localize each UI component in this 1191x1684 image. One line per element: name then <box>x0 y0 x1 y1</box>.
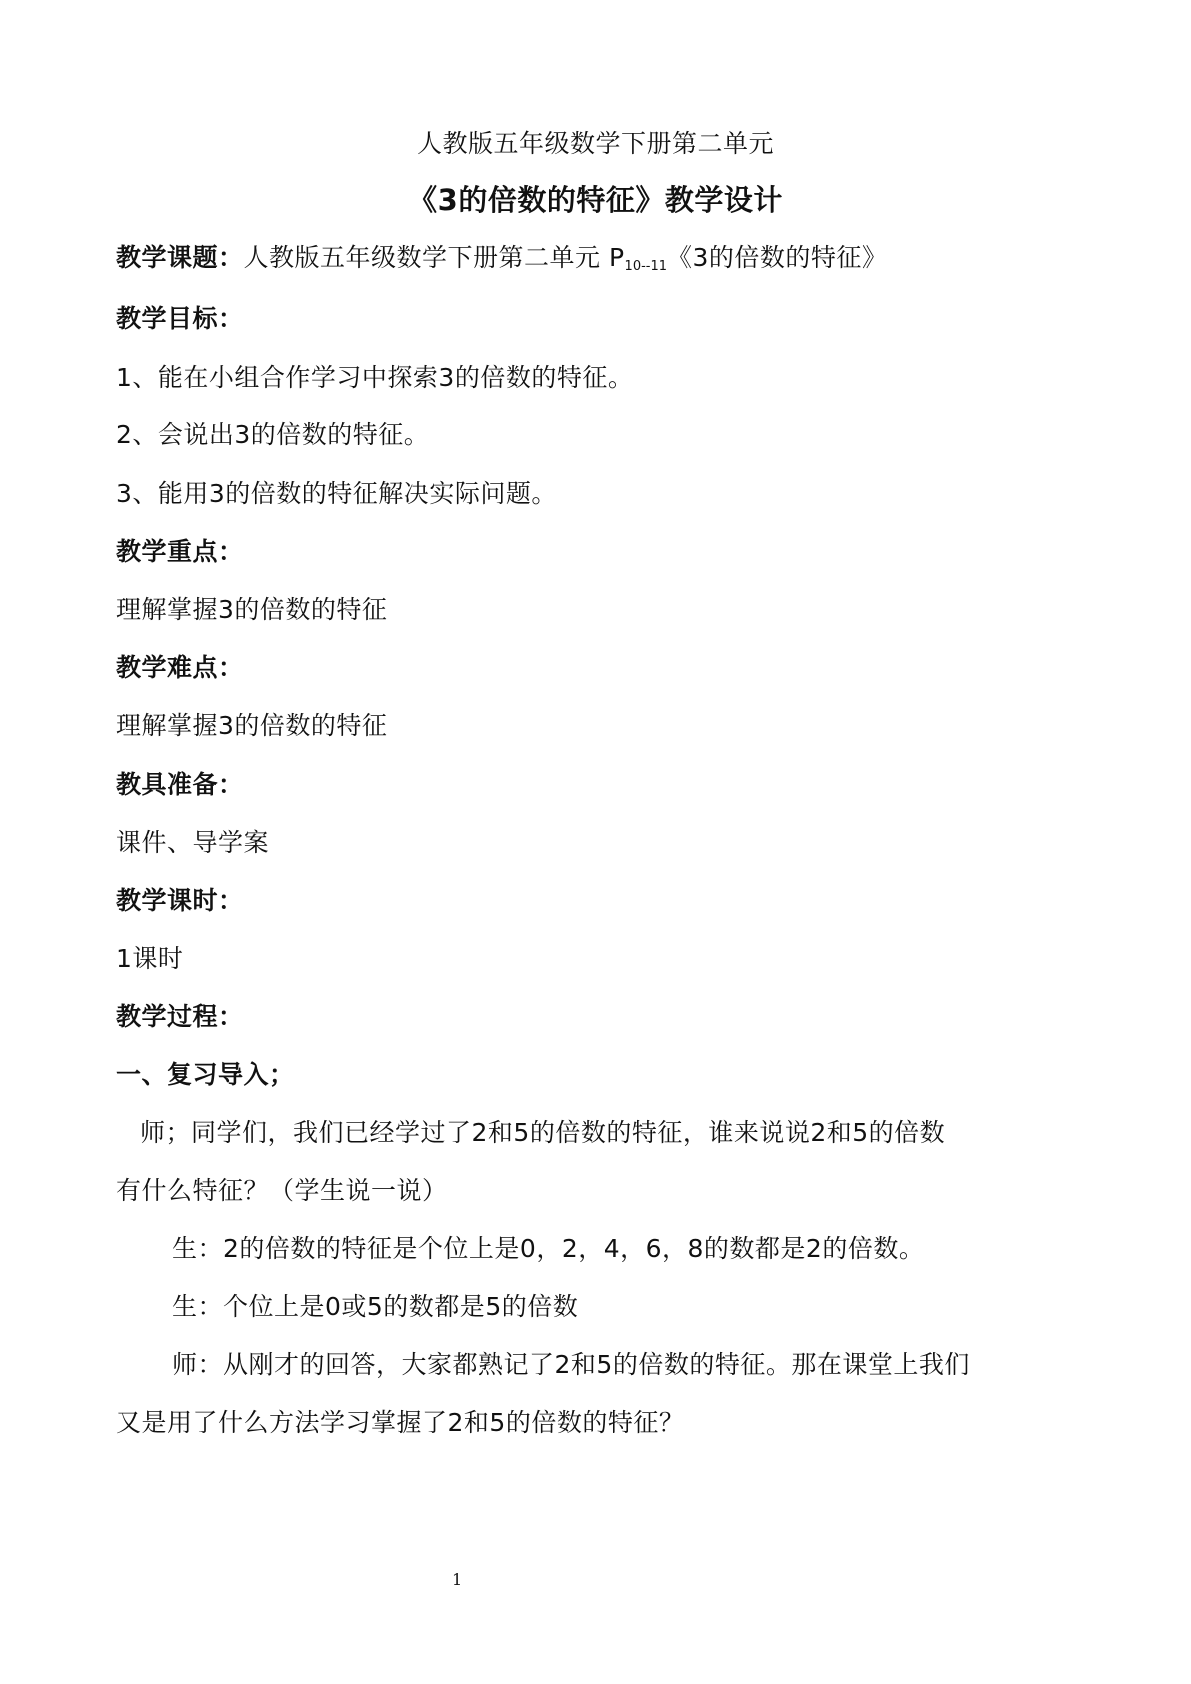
duration-text: 1课时 <box>116 944 184 973</box>
key-point-heading: 教学重点： <box>116 537 244 566</box>
objective-item-1: 1、能在小组合作学习中探索3的倍数的特征。 <box>116 363 634 392</box>
topic-label: 教学课题： <box>116 243 244 272</box>
difficulty-heading: 教学难点： <box>116 653 244 682</box>
document-subtitle: 人教版五年级数学下册第二单元 <box>416 129 774 158</box>
topic-text-after-page: 《3的倍数的特征》 <box>667 243 888 272</box>
topic-line <box>116 241 887 284</box>
teacher-followup-line-1: 师：从刚才的回答，大家都熟记了2和5的倍数的特征。那在课堂上我们 <box>172 1350 970 1379</box>
duration-heading: 教学课时： <box>116 886 244 915</box>
key-point-text: 理解掌握3的倍数的特征 <box>116 595 388 624</box>
process-heading: 教学过程： <box>116 1002 244 1031</box>
materials-heading: 教具准备： <box>116 770 244 799</box>
objectives-heading: 教学目标： <box>116 304 244 333</box>
student-answer-1: 生：2的倍数的特征是个位上是0，2，4，6，8的数都是2的倍数。 <box>172 1234 925 1263</box>
materials-text: 课件、导学案 <box>116 828 270 857</box>
difficulty-text: 理解掌握3的倍数的特征 <box>116 711 388 740</box>
student-answer-2: 生：个位上是0或5的数都是5的倍数 <box>172 1292 579 1321</box>
objective-item-2: 2、会说出3的倍数的特征。 <box>116 420 430 449</box>
topic-text-before-page: 人教版五年级数学下册第二单元 P <box>243 243 625 272</box>
teacher-question-line-2: 有什么特征？（学生说一说） <box>116 1176 448 1205</box>
teacher-followup-line-2: 又是用了什么方法学习掌握了2和5的倍数的特征？ <box>116 1408 685 1437</box>
topic-page-range: 10--11 <box>624 259 668 274</box>
page-number: 1 <box>452 1570 463 1589</box>
review-section-heading: 一、复习导入； <box>116 1060 295 1089</box>
objective-item-3: 3、能用3的倍数的特征解决实际问题。 <box>116 479 557 508</box>
teacher-question-line-1: 师；同学们，我们已经学过了2和5的倍数的特征，谁来说说2和5的倍数 <box>140 1118 946 1147</box>
document-title: 《3的倍数的特征》教学设计 <box>408 183 783 217</box>
